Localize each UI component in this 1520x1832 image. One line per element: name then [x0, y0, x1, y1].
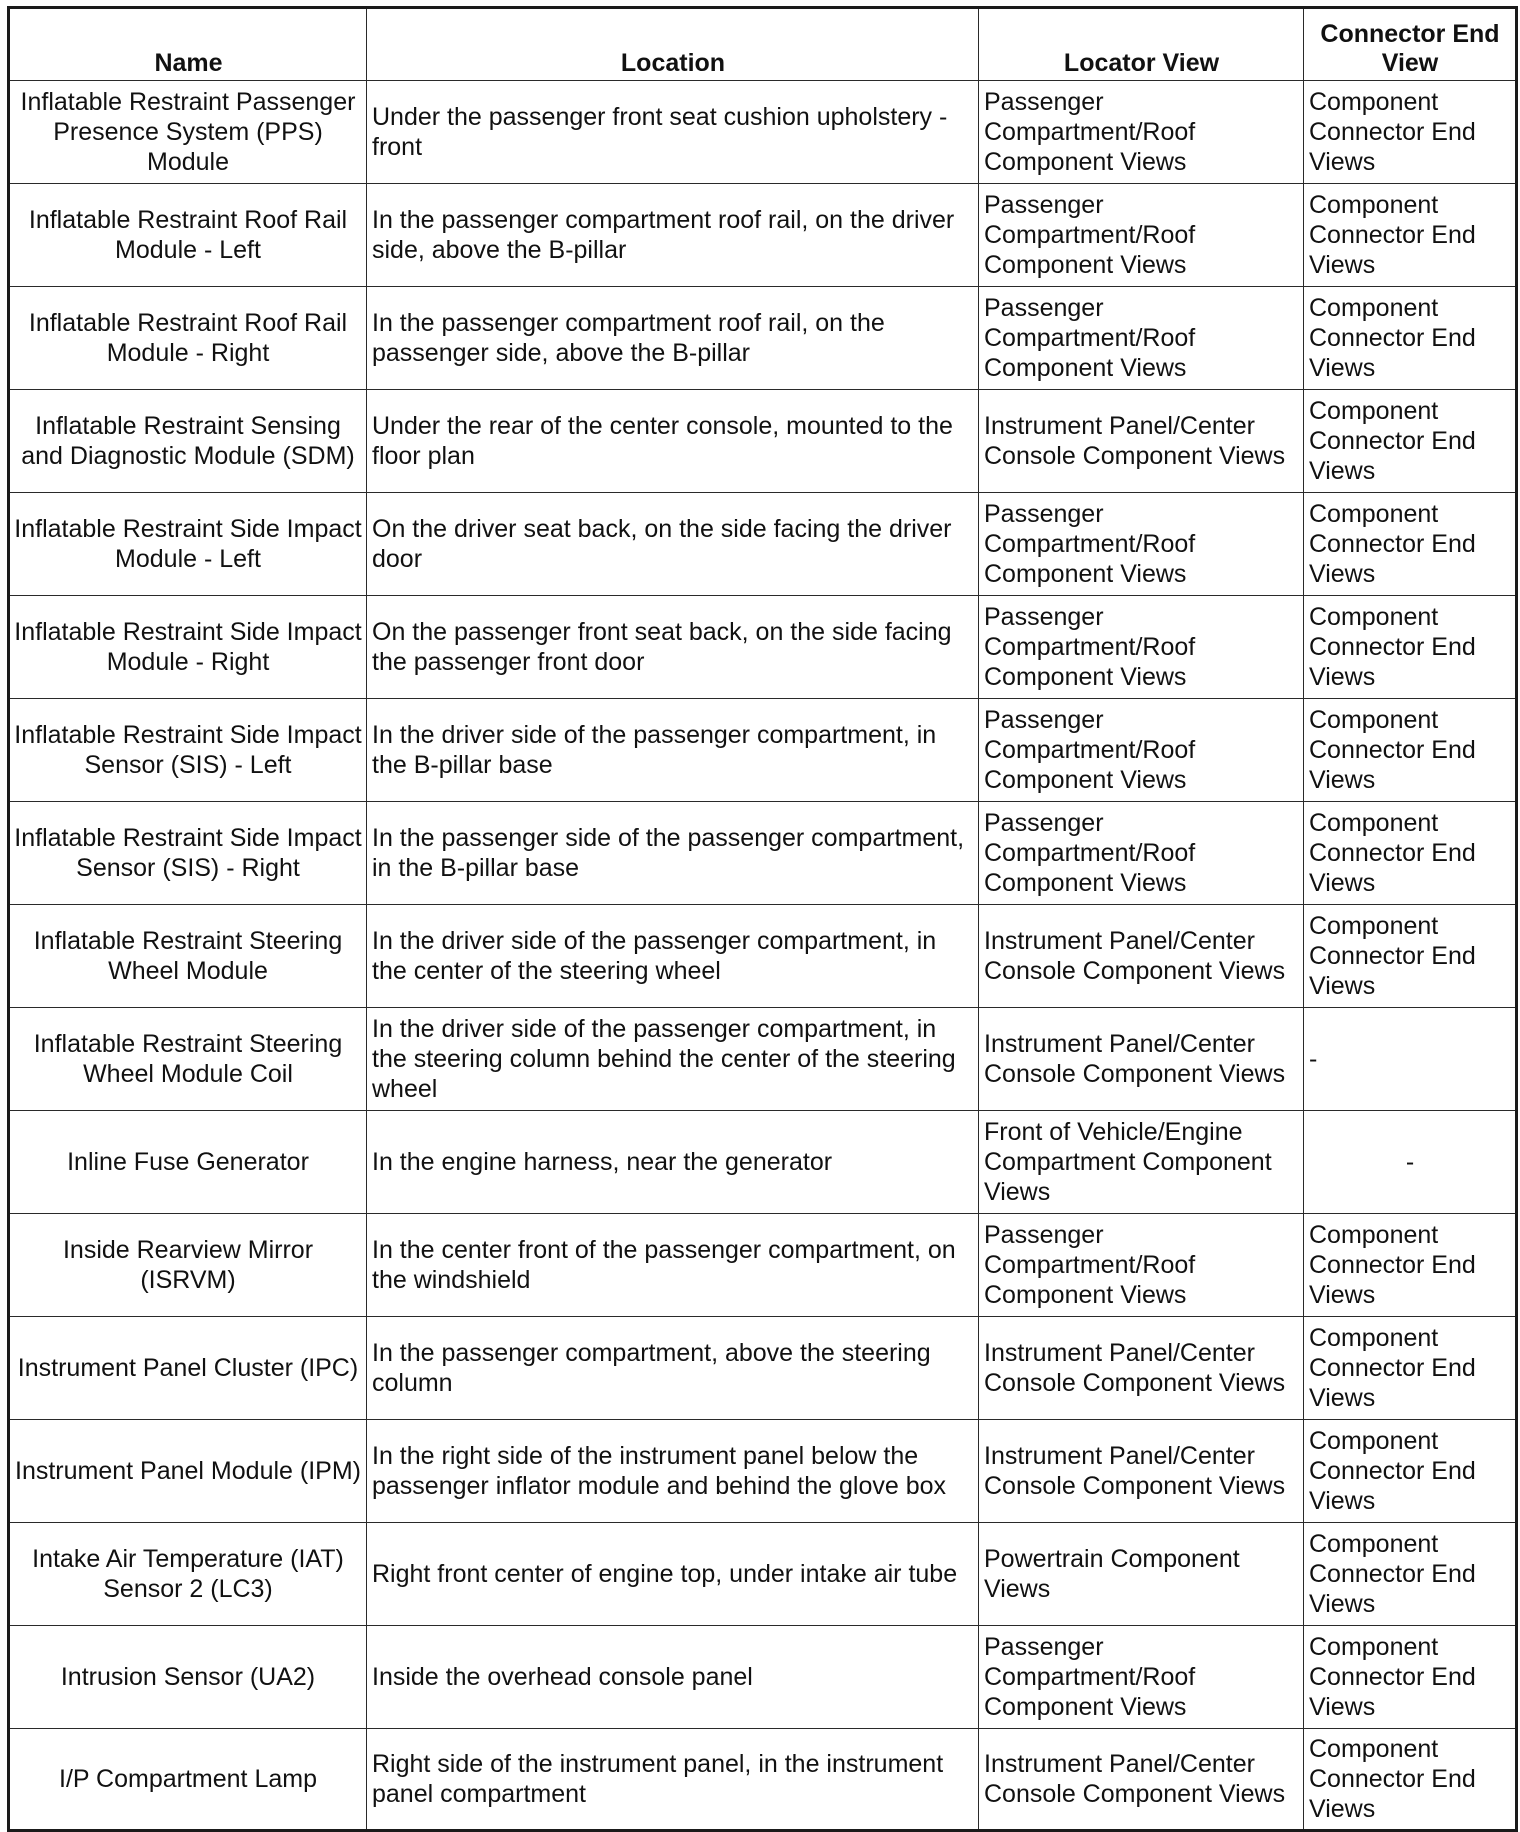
cell-name: Inline Fuse Generator	[9, 1111, 367, 1214]
cell-connector-end-view: Component Connector End Views	[1304, 1317, 1517, 1420]
table-row	[9, 81, 1517, 184]
table-row	[9, 1729, 1517, 1831]
cell-locator-view: Passenger Compartment/Roof Component Views	[979, 802, 1304, 905]
cell-locator-view: Instrument Panel/Center Console Component Views	[979, 390, 1304, 493]
cell-location: In the driver side of the passenger compartment, in the steering column behind the center of the steering wheel	[367, 1008, 979, 1111]
cell-name: I/P Compartment Lamp	[9, 1729, 367, 1831]
cell-location: Right side of the instrument panel, in the instrument panel compartment	[367, 1729, 979, 1831]
cell-connector-end-view: -	[1304, 1111, 1517, 1214]
component-locator-table	[7, 6, 1518, 1832]
cell-locator-view: Instrument Panel/Center Console Component Views	[979, 1317, 1304, 1420]
cell-location: In the center front of the passenger compartment, on the windshield	[367, 1214, 979, 1317]
table-row	[9, 1214, 1517, 1317]
cell-connector-end-view: Component Connector End Views	[1304, 287, 1517, 390]
table-row	[9, 1420, 1517, 1523]
component-locator-table-wrapper	[7, 6, 1515, 1832]
table-row	[9, 493, 1517, 596]
cell-name: Instrument Panel Module (IPM)	[9, 1420, 367, 1523]
cell-locator-view: Front of Vehicle/Engine Compartment Component Views	[979, 1111, 1304, 1214]
table-row	[9, 905, 1517, 1008]
table-row	[9, 699, 1517, 802]
cell-name: Inflatable Restraint Side Impact Sensor (SIS) - Left	[9, 699, 367, 802]
cell-locator-view: Instrument Panel/Center Console Component Views	[979, 1729, 1304, 1831]
cell-name: Inflatable Restraint Sensing and Diagnostic Module (SDM)	[9, 390, 367, 493]
cell-connector-end-view: Component Connector End Views	[1304, 1420, 1517, 1523]
cell-connector-end-view: -	[1304, 1008, 1517, 1111]
cell-connector-end-view: Component Connector End Views	[1304, 390, 1517, 493]
column-header-locator-view: Locator View	[979, 8, 1304, 81]
cell-location: In the right side of the instrument panel below the passenger inflator module and behind the glove box	[367, 1420, 979, 1523]
cell-name: Inflatable Restraint Side Impact Module - Right	[9, 596, 367, 699]
cell-locator-view: Instrument Panel/Center Console Component Views	[979, 905, 1304, 1008]
cell-location: In the passenger compartment roof rail, on the driver side, above the B-pillar	[367, 184, 979, 287]
cell-locator-view: Powertrain Component Views	[979, 1523, 1304, 1626]
cell-connector-end-view: Component Connector End Views	[1304, 81, 1517, 184]
cell-locator-view: Passenger Compartment/Roof Component Views	[979, 596, 1304, 699]
cell-location: Under the rear of the center console, mounted to the floor plan	[367, 390, 979, 493]
table-row	[9, 1317, 1517, 1420]
table-header-row	[9, 8, 1517, 81]
cell-location: Inside the overhead console panel	[367, 1626, 979, 1729]
cell-connector-end-view: Component Connector End Views	[1304, 596, 1517, 699]
cell-locator-view: Passenger Compartment/Roof Component Views	[979, 287, 1304, 390]
cell-location: Right front center of engine top, under intake air tube	[367, 1523, 979, 1626]
cell-name: Inflatable Restraint Steering Wheel Module	[9, 905, 367, 1008]
cell-location: In the engine harness, near the generator	[367, 1111, 979, 1214]
table-row	[9, 1008, 1517, 1111]
cell-name: Inflatable Restraint Side Impact Sensor (SIS) - Right	[9, 802, 367, 905]
table-row	[9, 287, 1517, 390]
cell-locator-view: Passenger Compartment/Roof Component Views	[979, 81, 1304, 184]
cell-connector-end-view: Component Connector End Views	[1304, 493, 1517, 596]
table-row	[9, 1626, 1517, 1729]
column-header-location: Location	[367, 8, 979, 81]
cell-locator-view: Passenger Compartment/Roof Component Views	[979, 1626, 1304, 1729]
cell-locator-view: Instrument Panel/Center Console Component Views	[979, 1008, 1304, 1111]
cell-connector-end-view: Component Connector End Views	[1304, 184, 1517, 287]
cell-name: Inflatable Restraint Roof Rail Module - Right	[9, 287, 367, 390]
cell-connector-end-view: Component Connector End Views	[1304, 802, 1517, 905]
cell-location: On the driver seat back, on the side facing the driver door	[367, 493, 979, 596]
table-row	[9, 1111, 1517, 1214]
cell-connector-end-view: Component Connector End Views	[1304, 1214, 1517, 1317]
cell-connector-end-view: Component Connector End Views	[1304, 1626, 1517, 1729]
cell-location: Under the passenger front seat cushion upholstery - front	[367, 81, 979, 184]
cell-name: Intake Air Temperature (IAT) Sensor 2 (LC3)	[9, 1523, 367, 1626]
table-row	[9, 390, 1517, 493]
cell-name: Inside Rearview Mirror (ISRVM)	[9, 1214, 367, 1317]
cell-locator-view: Passenger Compartment/Roof Component Views	[979, 699, 1304, 802]
cell-location: In the driver side of the passenger compartment, in the center of the steering wheel	[367, 905, 979, 1008]
column-header-name: Name	[9, 8, 367, 81]
cell-connector-end-view: Component Connector End Views	[1304, 1523, 1517, 1626]
cell-name: Inflatable Restraint Side Impact Module - Left	[9, 493, 367, 596]
cell-name: Inflatable Restraint Passenger Presence System (PPS) Module	[9, 81, 367, 184]
table-row	[9, 1523, 1517, 1626]
cell-locator-view: Passenger Compartment/Roof Component Views	[979, 493, 1304, 596]
cell-locator-view: Passenger Compartment/Roof Component Views	[979, 1214, 1304, 1317]
cell-location: In the passenger compartment, above the steering column	[367, 1317, 979, 1420]
cell-location: In the passenger side of the passenger compartment, in the B-pillar base	[367, 802, 979, 905]
cell-name: Inflatable Restraint Steering Wheel Module Coil	[9, 1008, 367, 1111]
cell-name: Inflatable Restraint Roof Rail Module - Left	[9, 184, 367, 287]
table-row	[9, 802, 1517, 905]
cell-location: On the passenger front seat back, on the side facing the passenger front door	[367, 596, 979, 699]
column-header-connector-end-view: Connector End View	[1304, 8, 1517, 81]
cell-locator-view: Instrument Panel/Center Console Component Views	[979, 1420, 1304, 1523]
cell-location: In the passenger compartment roof rail, on the passenger side, above the B-pillar	[367, 287, 979, 390]
cell-connector-end-view: Component Connector End Views	[1304, 1729, 1517, 1831]
cell-name: Instrument Panel Cluster (IPC)	[9, 1317, 367, 1420]
cell-connector-end-view: Component Connector End Views	[1304, 699, 1517, 802]
cell-locator-view: Passenger Compartment/Roof Component Views	[979, 184, 1304, 287]
cell-name: Intrusion Sensor (UA2)	[9, 1626, 367, 1729]
cell-location: In the driver side of the passenger compartment, in the B-pillar base	[367, 699, 979, 802]
cell-connector-end-view: Component Connector End Views	[1304, 905, 1517, 1008]
table-row	[9, 596, 1517, 699]
table-row	[9, 184, 1517, 287]
